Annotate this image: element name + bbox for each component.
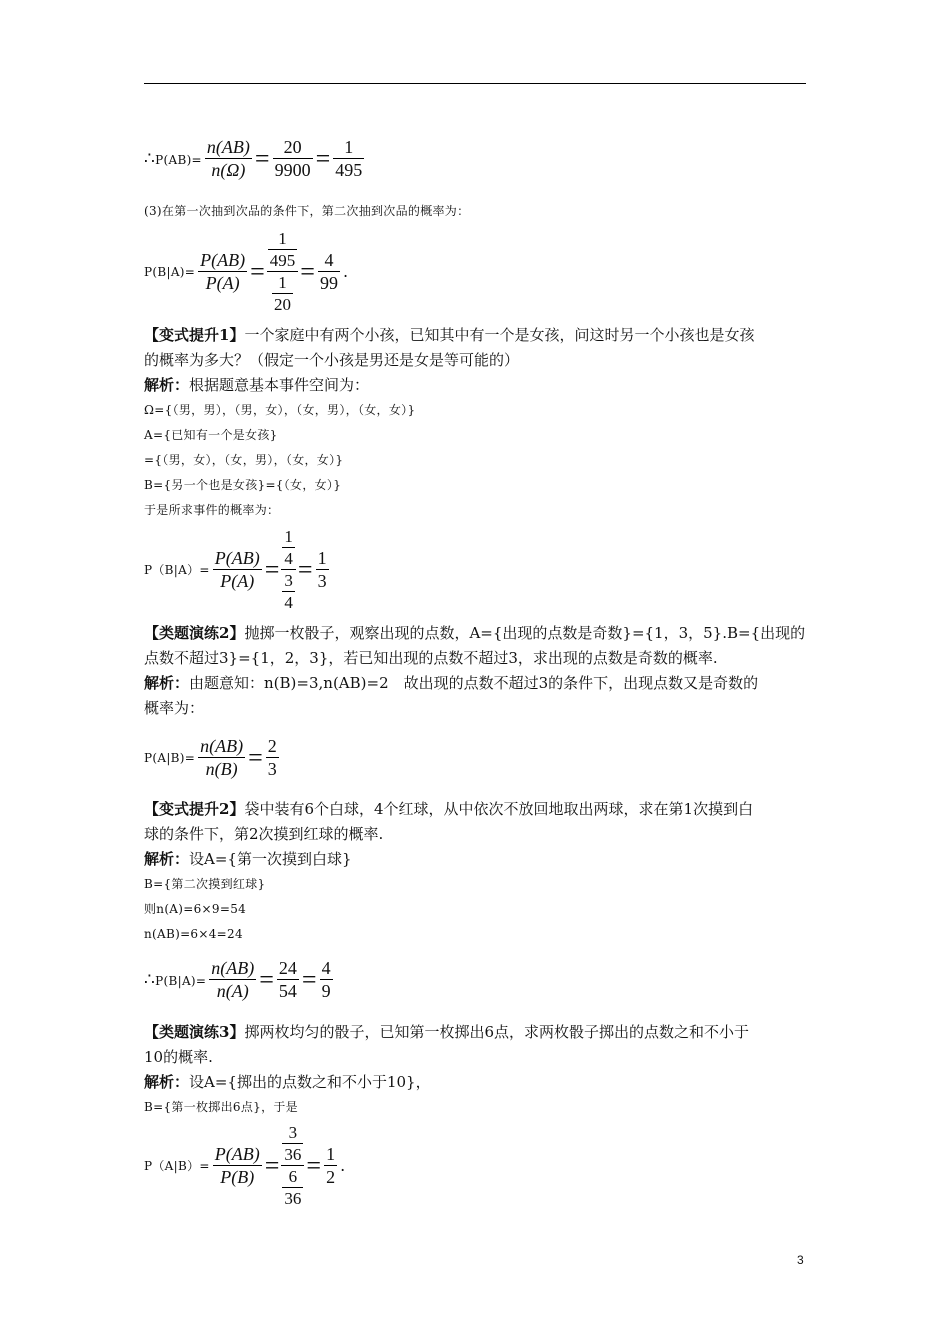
paragraph: B={另一个也是女孩}={（女，女）} xyxy=(144,478,342,492)
paragraph: (3)在第一次抽到次品的条件下，第二次抽到次品的概率为： xyxy=(144,204,470,218)
paragraph: 则n(A)=6×9=54 xyxy=(144,902,247,916)
equation-p-b-given-a: P(B|A)= $\frac{P(AB)}{P(A)}$ = $\frac{1}{495}$ $\frac{1}{20}$ = $\frac{4}{99}$ . xyxy=(144,229,349,314)
equation-lhs: P（A|B）= xyxy=(144,1159,210,1173)
paragraph: B={第二次摸到红球} xyxy=(144,877,266,891)
analysis-line: 解析：根据题意基本事件空间为： xyxy=(144,376,370,394)
paragraph: B={第一枚掷出6点}，于是 xyxy=(144,1100,298,1114)
paragraph: Ω={（男，男），（男，女），（女，男），（女，女）} xyxy=(144,403,416,417)
analysis-line: 解析：设A={掷出的点数之和不小于10}， xyxy=(144,1073,431,1091)
practice-heading: 【类题演练3】掷两枚均匀的骰子，已知第一枚掷出6点，求两枚骰子掷出的点数之和不小于 xyxy=(144,1023,750,1041)
fraction: $\frac{1}{3}$ xyxy=(317,548,327,591)
paragraph: 点数不超过3}={1，2，3}，若已知出现的点数不超过3，求出现的点数是奇数的概率. xyxy=(144,649,718,667)
complex-fraction: $\frac{3}{36}$ $\frac{6}{36}$ xyxy=(281,1122,304,1209)
paragraph: 10的概率. xyxy=(144,1048,213,1066)
fraction: $\frac{n(AB)}{n(\Omega)}$ xyxy=(206,137,250,180)
fraction: $\frac{4}{9}$ xyxy=(321,958,331,1001)
fraction: $\frac{P(AB)}{P(A)}$ xyxy=(200,250,246,293)
paragraph: 于是所求事件的概率为： xyxy=(144,503,280,517)
paragraph: ={（男，女），（女，男），（女，女）} xyxy=(144,453,344,467)
equation-lhs: P（B|A）= xyxy=(144,563,210,577)
equation-lhs: P(A|B)= xyxy=(144,750,196,765)
fraction: $\frac{1}{2}$ xyxy=(326,1144,336,1187)
analysis-line: 解析：设A={第一次摸到白球} xyxy=(144,850,352,868)
complex-fraction: $\frac{1}{495}$ $\frac{1}{20}$ xyxy=(267,228,299,315)
equation-lhs: P(B|A)= xyxy=(144,264,196,279)
variant-heading: 【变式提升1】一个家庭中有两个小孩，已知其中有一个是女孩，问这时另一个小孩也是女孩 xyxy=(144,326,755,344)
page-number: 3 xyxy=(797,1253,804,1267)
fraction: $\frac{n(AB)}{n(A)}$ xyxy=(211,958,255,1001)
fraction: $\frac{20}{9900}$ xyxy=(274,137,311,180)
paragraph: n(AB)=6×4=24 xyxy=(144,927,243,941)
variant-heading: 【变式提升2】袋中装有6个白球，4个红球，从中依次不放回地取出两球，求在第1次摸到白 xyxy=(144,800,754,818)
complex-fraction: $\frac{1}{4}$ $\frac{3}{4}$ xyxy=(281,526,296,613)
equation-lhs: ∴P(AB)= xyxy=(144,148,202,169)
fraction: $\frac{P(AB)}{P(B)}$ xyxy=(214,1144,260,1187)
fraction: $\frac{4}{99}$ xyxy=(319,250,338,293)
paragraph: 概率为： xyxy=(144,699,205,717)
equation-p-b-given-a: ∴P(B|A)= $\frac{n(AB)}{n(A)}$ = $\frac{24}{54}$ = $\frac{4}{9}$ xyxy=(144,958,331,1001)
equation-p-ab: ∴P(AB)= $\frac{n(AB)}{n(\Omega)}$ = $\frac{20}{9900}$ = $\frac{1}{495}$ xyxy=(144,137,363,180)
practice-heading: 【类题演练2】抛掷一枚骰子，观察出现的点数，A={出现的点数是奇数}={1，3，5}.B={出现的 xyxy=(144,624,806,642)
paragraph: 球的条件下，第2次摸到红球的概率. xyxy=(144,825,384,843)
paragraph: 的概率为多大？（假定一个小孩是男还是女是等可能的） xyxy=(144,351,520,369)
fraction: $\frac{P(AB)}{P(A)}$ xyxy=(214,548,260,591)
fraction: $\frac{24}{54}$ xyxy=(278,958,297,1001)
header-rule xyxy=(144,83,806,84)
equation-p-a-given-b: P(A|B)= $\frac{n(AB)}{n(B)}$ = $\frac{2}{3}$ xyxy=(144,736,277,779)
analysis-line: 解析：由题意知：n(B)=3,n(AB)=2 故出现的点数不超过3的条件下，出现点数又是奇数的 xyxy=(144,674,759,692)
equation-lhs: ∴P(B|A)= xyxy=(144,969,207,990)
fraction: $\frac{2}{3}$ xyxy=(267,736,277,779)
equation-p-a-given-b: P（A|B）= $\frac{P(AB)}{P(B)}$ = $\frac{3}{36}$ $\frac{6}{36}$ = $\frac{1}{2}$ . xyxy=(144,1123,346,1208)
fraction: $\frac{n(AB)}{n(B)}$ xyxy=(200,736,244,779)
fraction: $\frac{1}{495}$ xyxy=(335,137,363,180)
paragraph: A={已知有一个是女孩} xyxy=(144,428,278,442)
equation-p-b-given-a: P（B|A）= $\frac{P(AB)}{P(A)}$ = $\frac{1}{4}$ $\frac{3}{4}$ = $\frac{1}{3}$ xyxy=(144,527,327,612)
